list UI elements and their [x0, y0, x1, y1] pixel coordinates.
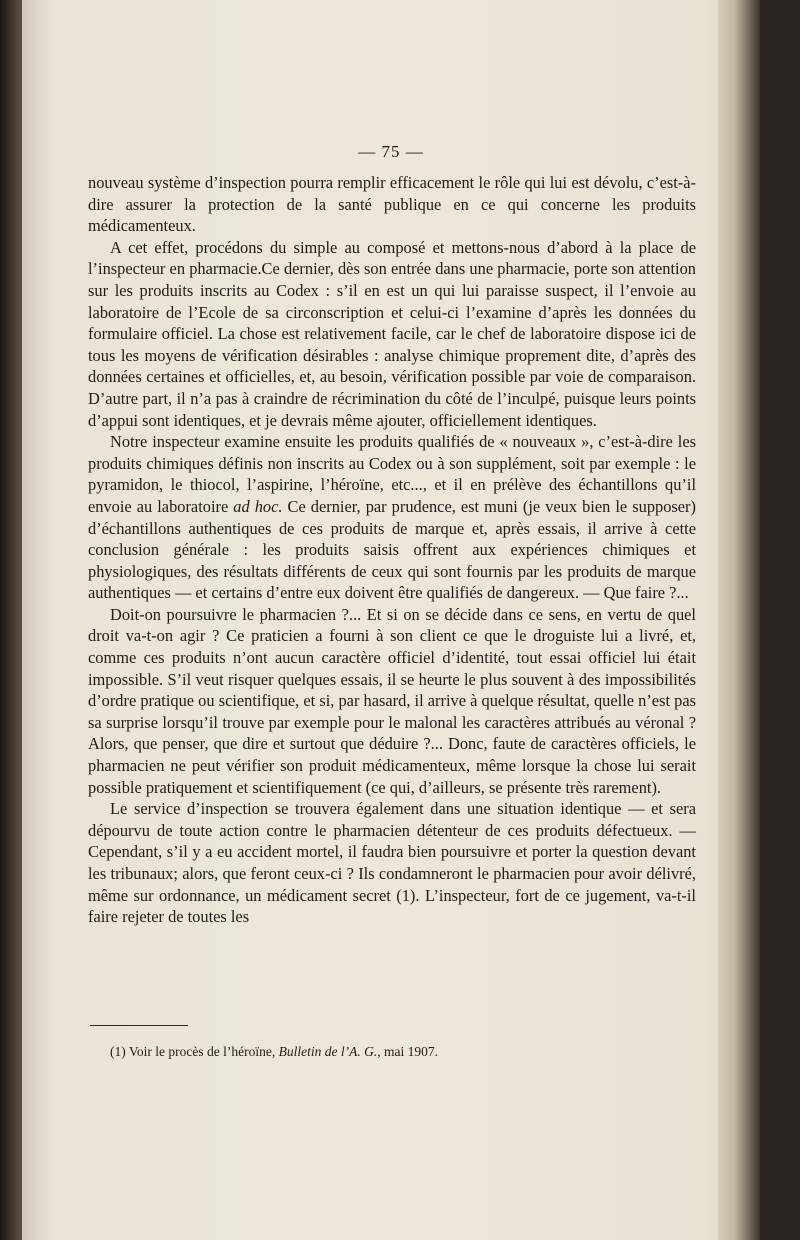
footnote-text-before: Voir le procès de l’héroïne,	[125, 1044, 279, 1059]
paragraph-5: Le service d’inspection se trouvera également dans une situation identique — et sera dépourvu de toute action contre le pharmacien détenteur de ces produits défectueux. — Cependant, s’il y a eu accident mortel, il faudra bien poursuivre et porter la question devant les tribunaux; alors, que feront ceux-ci ? Ils condamneront le pharmacien pour avoir délivré, même sur ordonnance, un médicament secret (1). L’inspecteur, fort de ce jugement, va-t-il faire rejeter de toutes les	[88, 799, 696, 927]
page-number: — 75 —	[358, 142, 424, 161]
paragraph-2: A cet effet, procédons du simple au composé et mettons-nous d’abord à la place de l’inspecteur en pharmacie.Ce dernier, dès son entrée dans une pharmacie, porte son attention sur les produits inscrits au Codex : s’il en est un qui lui paraisse suspect, il l’envoie au laboratoire de l’Ecole de sa circonscription et celui-ci l’examine d’après les données du formulaire officiel. La chose est relativement facile, car le chef de laboratoire dispose ici de tous les moyens de vérification désirables : analyse chimique proprement dite, d’après des données certaines et officielles, et, au besoin, vérification possible par voie de comparaison. D’autre part, il n’a pas à craindre de récrimination du côté de l’inculpé, puisque leurs points d’appui sont identiques, et je devrais même ajouter, officiellement identiques.	[88, 237, 696, 430]
paragraph-1: nouveau système d’inspection pourra remplir efficacement le rôle qui lui est dévolu, c’est-à-dire assurer la protection de la santé publique en ce qui concerne les produits médicamenteux.	[88, 173, 696, 236]
paragraph-3	[88, 431, 696, 604]
paragraph-4: Doit-on poursuivre le pharmacien ?... Et si on se décide dans ce sens, en vertu de quel droit va-t-on agir ? Ce praticien a fourni à son client ce que le droguiste lui a livré, et, comme ces produits n’ont aucun caractère officiel d’identité, tout essai officiel lui était impossible. S’il veut risquer quelques essais, il se heurte le plus souvent à des impossibilités d’ordre pratique ou scientifique, et si, par hasard, il arrive à quelque résultat, quelle n’est pas sa surprise lorsqu’il trouve par exemple pour le malonal les caractères attribués au véronal ? Alors, que penser, que dire et surtout que déduire ?... Donc, faute de caractères officiels, le pharmacien ne peut vérifier son produit médicamenteux, même lorsque la chose lui serait possible pratiquement et scientifiquement (ce qui, d’ailleurs, se présente très rarement).	[88, 604, 696, 797]
footnote-divider	[90, 1025, 188, 1026]
book-page	[22, 0, 760, 1240]
body-text	[88, 172, 696, 928]
footnote-marker: (1)	[110, 1044, 126, 1059]
footnote	[110, 1043, 690, 1061]
page-edge-shadow	[718, 0, 760, 1240]
paragraph-3-italic-term: ad hoc.	[233, 496, 283, 516]
paragraph-3-text-before: Notre inspecteur examine ensuite les produits qualifiés de « nouveaux », c’est-à-dire les produits chimiques définis non inscrits au Codex ou à son supplément, soit par exemple : le pyramidon, le thiocol, l’aspirine, l’héroïne, etc..., et il en prélève des échantillons qu’il envoie au laboratoire	[88, 432, 696, 516]
paragraph-3-text-after: Ce dernier, par prudence, est muni (je veux bien le supposer) d’échantillons authentiques de ces produits de marque et, après essais, il arrive à cette conclusion générale : les produits saisis offrent aux expériences chimiques et physiologiques, des résultats différents de ceux qui sont fournis par les produits de marque authentiques — et certains d’entre eux doivent être qualifiés de dangereux. — Que faire ?...	[88, 496, 696, 603]
footnote-text-after: , mai 1907.	[377, 1044, 438, 1059]
footnote-publication-title: Bulletin de l’A. G.	[278, 1044, 378, 1059]
